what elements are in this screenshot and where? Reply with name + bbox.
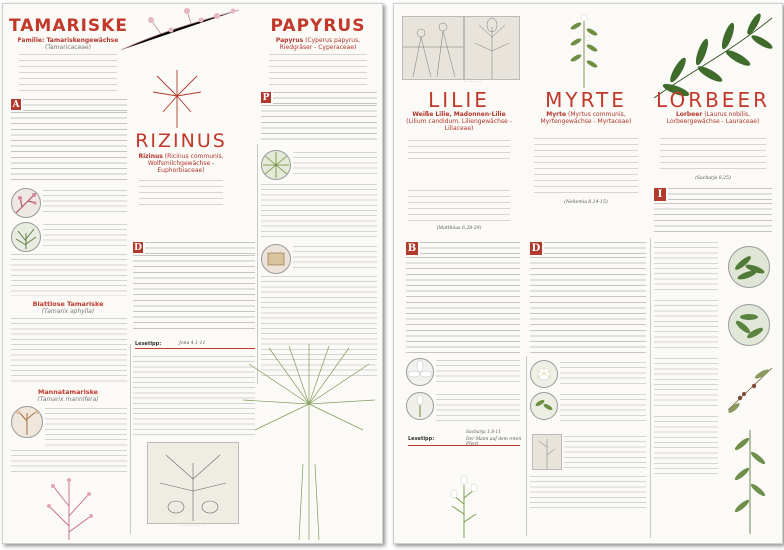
rizinus-body-2 — [133, 356, 255, 436]
myrte-dropcap: D — [531, 243, 541, 254]
lorbeer-family-latin: (Laurus nobilis, Lorbeergewächse - Lauraceae) — [666, 111, 760, 125]
tamariske-body-2 — [11, 254, 127, 296]
laurel-berry-branch-icon — [724, 364, 776, 414]
myrte-quote-ref: (Nehemia 8,14-15) — [564, 200, 608, 205]
rizinus-family — [135, 153, 227, 174]
myrtle-leaf-icon — [531, 393, 557, 419]
myrte-quote — [534, 138, 638, 198]
myrte-photo-1-text — [560, 362, 646, 386]
papyrus-photo-1 — [261, 150, 291, 180]
laurel-sprig-icon — [729, 247, 769, 287]
papyrus-title: PAPYRUS — [270, 16, 366, 36]
lilie-family-latin: (Lilium candidum, Liliengewächse - Liliaceae) — [406, 118, 512, 132]
lilie-engraving-caption: · · · · · · · · — [464, 80, 482, 84]
castor-plant-icon — [149, 68, 205, 128]
myrte-title: MYRTE — [545, 88, 627, 112]
blattlose-tamariske-text — [11, 318, 127, 384]
papyrus-scroll-icon — [262, 245, 290, 273]
rizinus-lesetipp-label: Lesetipp: — [135, 341, 162, 347]
poster-right — [393, 3, 783, 544]
lorbeer-text-1 — [654, 242, 718, 292]
rizinus-quote — [139, 180, 223, 210]
myrte-family-latin: (Myrtus communis, Myrtengewächse - Myrtaceae) — [540, 111, 632, 125]
tamarisk-branch-illustration-icon — [39, 476, 99, 540]
mannatamariske-latin: (Tamarix mannifera) — [37, 396, 99, 403]
myrte-engraving-text — [564, 436, 646, 472]
tamarisk-branch-icon — [12, 189, 40, 217]
tamarisk-blossom-icon — [121, 6, 241, 56]
lilie-engraving-2 — [464, 16, 520, 80]
lilie-quote-1 — [408, 140, 510, 164]
lilie-photo-1-text — [436, 360, 520, 384]
papyrus-photo-1-text — [293, 152, 377, 178]
lorbeer-photo-1 — [728, 246, 770, 288]
lilie-photo-1 — [406, 358, 434, 386]
myrte-photo-1 — [530, 360, 558, 388]
mannatamariske-photo — [11, 406, 43, 438]
myrte-body-2 — [530, 476, 646, 512]
myrtle-flower-icon — [531, 361, 557, 387]
mannatamariske-text — [45, 408, 127, 448]
tamariske-photo-2 — [11, 222, 41, 252]
lilie-lesetipp-rule — [408, 445, 520, 446]
lorbeer-photo-2 — [728, 304, 770, 346]
lorbeer-body-top — [668, 188, 772, 202]
rizinus-family-latin: (Ricinus communis, Wolfsmilchgewächse - Euphorbiaceae) — [147, 153, 224, 174]
myrte-engraving — [532, 434, 562, 470]
lilie-lesetipp-title: Der Mann auf dem roten — [466, 437, 522, 442]
lilie-body-top — [420, 242, 520, 256]
myrte-family-bold: Myrte — [546, 111, 567, 118]
tamariske-family-label: Familie: Tamariskengewächse — [17, 37, 119, 44]
lilie-lesetipp-ref: Sacharja 1,8-11 — [466, 430, 502, 435]
myrte-body-top — [544, 242, 646, 256]
rizinus-dropcap: D — [134, 242, 142, 253]
blattlose-tamariske-latin: (Tamarix aphylla) — [41, 308, 95, 315]
rizinus-title: RIZINUS — [135, 130, 227, 152]
papyrus-dropcap: P — [262, 92, 270, 103]
myrte-family — [526, 111, 646, 125]
tamariske-body-top — [23, 99, 127, 111]
lorbeer-text-3 — [654, 358, 718, 408]
poster-left — [2, 3, 383, 544]
castor-seed-engraving-icon — [148, 443, 238, 523]
papyrus-photo-2-text — [293, 246, 377, 272]
lilie-family: Weiße Lilie, Madonnen-Lilie — [412, 111, 506, 118]
tamariske-photo-2-text — [43, 224, 127, 250]
myrte-photo-2-text — [560, 394, 646, 424]
lilie-title: LILIE — [428, 88, 490, 112]
tamariske-photo-1-text — [43, 190, 127, 216]
papyrus-family — [259, 37, 377, 51]
lilie-quote-ref: (Matthäus 6,28-29) — [436, 226, 482, 231]
tamarisk-shrub-icon — [12, 223, 40, 251]
tamariske-photo-1 — [11, 188, 41, 218]
rizinus-lesetipp-rule — [135, 348, 255, 349]
lorbeer-text-4 — [654, 416, 718, 476]
manna-tamarisk-icon — [12, 407, 42, 437]
papyrus-body — [261, 105, 377, 141]
myrtle-engraving-icon — [533, 435, 561, 469]
annunciation-engraving-icon — [403, 17, 463, 79]
laurel-stem-icon — [724, 424, 776, 534]
lily-bud-icon — [407, 393, 433, 419]
tamariske-dropcap: A — [12, 99, 20, 110]
papyrus-body-top — [273, 92, 377, 104]
lorbeer-column-divider — [650, 238, 651, 538]
tamariske-body — [11, 112, 127, 184]
lilie-lesetipp-label: Lesetipp: — [408, 436, 435, 442]
myrte-column-divider — [526, 356, 527, 536]
lorbeer-family-bold: Lorbeer — [675, 111, 703, 118]
myrte-body — [530, 257, 646, 353]
lorbeer-text-2 — [654, 300, 718, 350]
lily-flower-icon — [407, 359, 433, 385]
tamariske-family-latin: (Tamaricaceae) — [44, 44, 92, 51]
papyrus-family-bold: Papyrus — [275, 37, 304, 44]
lilie-photo-2 — [406, 392, 434, 420]
rizinus-family-bold: Rizinus — [138, 153, 163, 160]
papyrus-family-latin: (Cyperus papyrus, Riedgräser - Cyperaceae) — [279, 37, 361, 51]
blattlose-tamariske-heading: Blattlose Tamariske — [32, 300, 104, 308]
myrtle-branch-icon — [554, 12, 614, 88]
papyrus-umbel-icon — [262, 151, 290, 179]
mannatamariske-text-2 — [11, 450, 127, 476]
mannatamariske-heading: Mannatamariske — [38, 388, 98, 396]
papyrus-photo-2 — [261, 244, 291, 274]
tamariske-title: TAMARISKE — [9, 16, 128, 36]
lilie-quote-2 — [408, 190, 510, 224]
lily-stem-icon — [444, 474, 484, 538]
rizinus-body-top — [145, 242, 255, 254]
papyrus-body-2 — [261, 184, 377, 240]
lilie-engraving-1 — [402, 16, 464, 80]
myrte-photo-2 — [530, 392, 558, 420]
lorbeer-title: LORBEER — [656, 88, 770, 112]
rizinus-body — [133, 255, 255, 333]
tamariske-quote-text — [19, 54, 117, 92]
lorbeer-quote-ref: (Sacharja 8,25) — [695, 176, 731, 181]
laurel-foliage-icon — [729, 305, 769, 345]
rizinus-engraving-caption: · · · · · · · · · · · · — [178, 524, 206, 528]
rizinus-lesetipp-ref: Jona 4,1-11 — [179, 341, 206, 346]
lilie-body — [406, 257, 520, 353]
lorbeer-family — [650, 111, 776, 125]
rizinus-engraving — [147, 442, 239, 524]
lily-engraving-icon — [465, 17, 519, 79]
lilie-photo-2-text — [436, 394, 520, 424]
lorbeer-body — [654, 203, 772, 233]
lilie-dropcap: B — [407, 243, 417, 254]
lorbeer-dropcap: I — [654, 188, 666, 201]
papyrus-stalk-icon — [239, 344, 379, 540]
lorbeer-quote — [660, 138, 766, 174]
tamariske-family — [9, 37, 127, 44]
papyrus-quote — [269, 54, 367, 88]
rizinus-column-divider — [130, 344, 131, 534]
